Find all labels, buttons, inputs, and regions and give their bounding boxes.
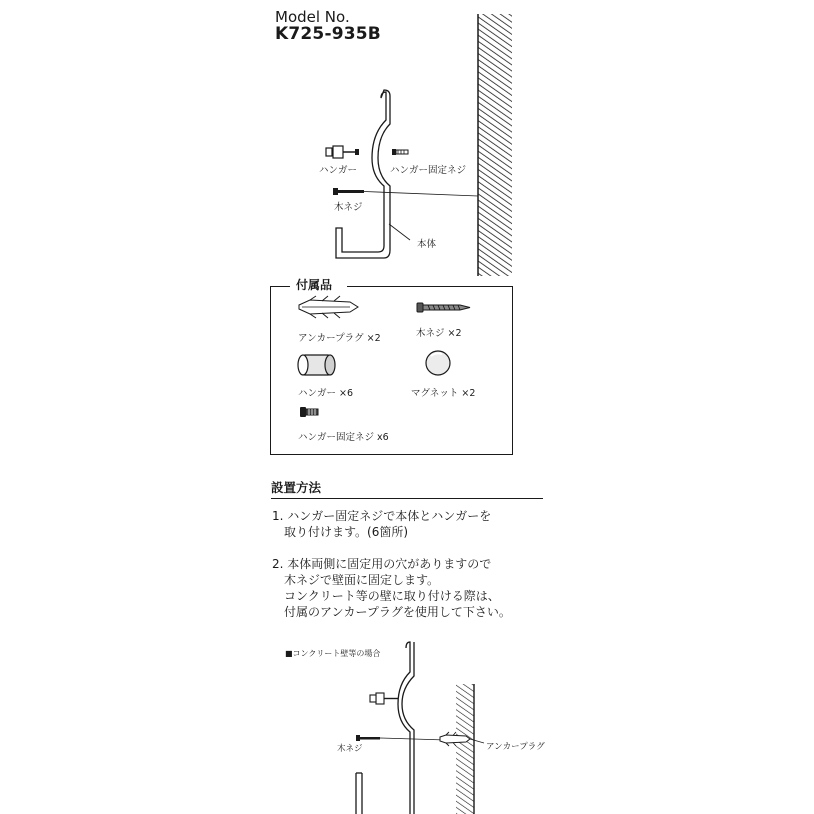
installation-divider [271,498,543,499]
bottom-hook-body [356,642,414,814]
step-1-line-1: 1. ハンガー固定ネジで本体とハンガーを [272,509,492,523]
step-2-line-4: 付属のアンカープラグを使用して下さい。 [272,605,511,619]
step-1-line-2: 取り付けます。(6箇所) [272,525,409,539]
label-body: 本体 [417,239,437,250]
top-wall [478,14,512,276]
accessories-box-top-left [270,286,290,287]
step-2-line-2: 木ネジで壁面に固定します。 [272,573,440,587]
bottom-label-anchor-plug: アンカープラグ [486,742,545,752]
accessory-label-magnet: マグネット ×2 [411,388,476,399]
accessory-label-anchor-plug: アンカープラグ ×2 [298,333,381,344]
accessory-label-wood-screw: 木ネジ ×2 [416,328,462,339]
bottom-wall [456,684,474,814]
concrete-wall-note: ■コンクリート壁等の場合 [285,649,381,658]
installation-title: 設置方法 [271,480,322,495]
accessory-label-hanger-screw: ハンガー固定ネジ x6 [298,432,389,443]
top-hanger-icon [326,146,359,158]
label-hanger-screw: ハンガー固定ネジ [390,165,467,176]
model-number: K725-935B [275,24,381,44]
accessories-title: 付属品 [292,276,336,293]
top-wood-screw-icon [333,188,478,196]
accessories-box-top-right [347,286,512,287]
label-hanger: ハンガー [319,165,358,176]
accessory-label-hanger: ハンガー ×6 [298,388,354,399]
body-leader-line [389,224,410,240]
bottom-label-wood-screw: 木ネジ [337,744,363,754]
step-2-line-3: コンクリート等の壁に取り付ける際は、 [272,589,500,603]
bottom-wood-screw-icon [356,735,446,741]
bottom-hanger-icon [370,693,398,704]
step-2 [272,556,511,620]
step-1 [272,508,491,540]
label-wood-screw: 木ネジ [334,202,363,213]
model-label: Model No. [275,8,350,26]
top-hanger-screw-icon [392,149,408,155]
step-2-line-1: 2. 本体両側に固定用の穴がありますので [272,557,492,571]
